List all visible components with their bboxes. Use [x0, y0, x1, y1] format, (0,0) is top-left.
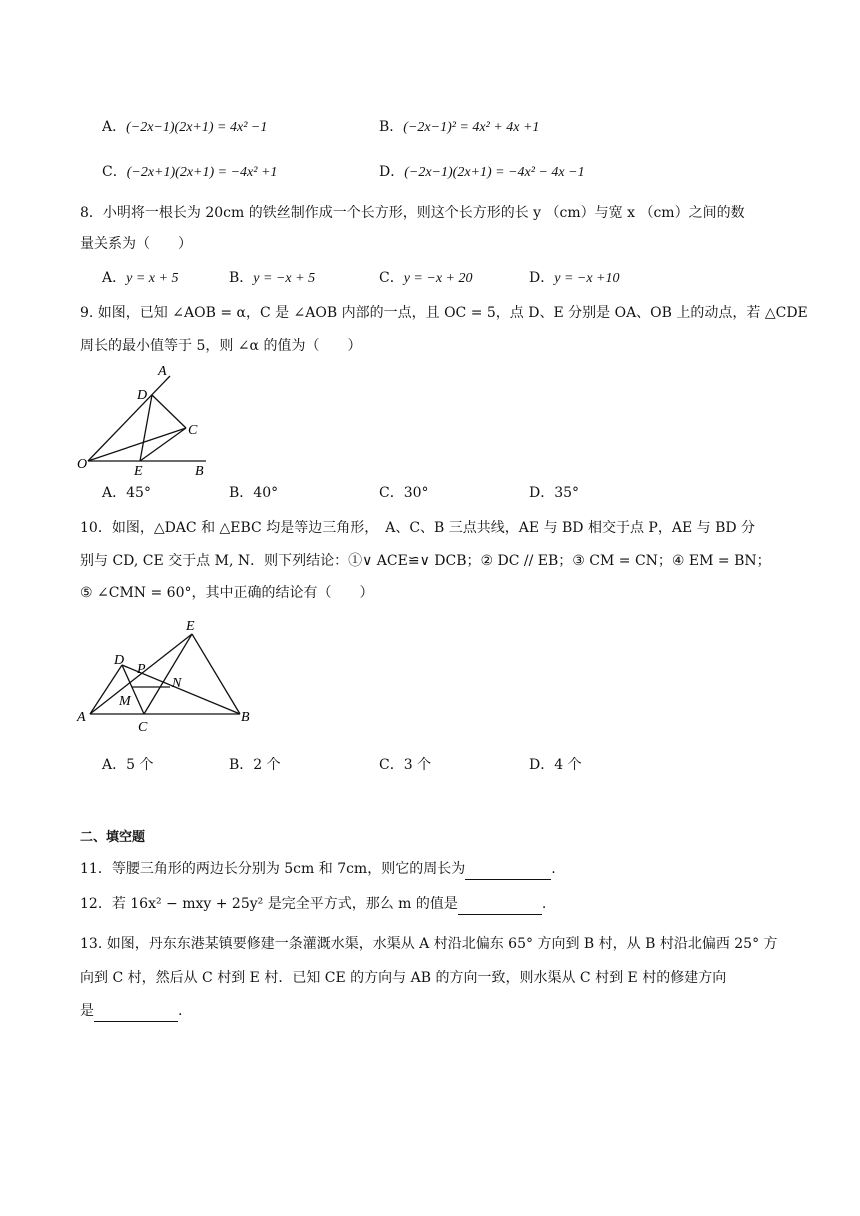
option-label: C．: [102, 164, 127, 180]
q12-text: 12．若 16x² − mxy + 25y² 是完全平方式，那么 m 的值是: [80, 896, 458, 912]
q12-answer-blank[interactable]: [458, 894, 542, 915]
option-expr: 2 个: [253, 757, 281, 773]
option-expr: 45°: [126, 485, 151, 501]
segment-dc: [152, 395, 186, 428]
section-title: 二、填空题: [80, 830, 146, 845]
option-label: D．: [379, 164, 405, 180]
q9-figure: [74, 362, 214, 477]
option-expr: (−2x−1)(2x+1) = 4x² −1: [126, 120, 268, 135]
q13-line-2: 向到 C 村，然后从 C 村到 E 村．已知 CE 的方向与 AB 的方向一致，则水渠从 C 村到 E 村的修建方向: [80, 970, 727, 986]
option-label: A．: [102, 119, 127, 135]
option-expr: 40°: [253, 485, 279, 501]
q10-figure: [74, 618, 260, 738]
label-o: O: [77, 457, 88, 472]
q7-option-a: [102, 117, 267, 138]
option-label: B．: [229, 757, 254, 773]
label-c: C: [188, 423, 198, 438]
option-expr: (−2x−1)(2x+1) = −4x² − 4x −1: [404, 165, 585, 180]
label-e: E: [186, 619, 195, 634]
q8-option-d: [529, 268, 620, 289]
segment-ce: [144, 634, 192, 714]
q9-option-c: [379, 483, 429, 503]
q11-end: .: [551, 861, 556, 877]
q7-option-c: [102, 162, 277, 183]
q13-text: 是: [80, 1003, 94, 1019]
q11: [80, 859, 556, 880]
option-label: D．: [529, 757, 555, 773]
segment-eb: [192, 634, 240, 714]
segment-oc: [88, 428, 186, 461]
option-expr: 35°: [554, 485, 580, 501]
option-expr: y = −x + 5: [253, 271, 316, 286]
q11-answer-blank[interactable]: [465, 859, 551, 880]
label-d: D: [114, 653, 125, 668]
option-expr: (−2x−1)² = 4x² + 4x +1: [403, 120, 540, 135]
q10-line-3: ⑤ ∠CMN = 60°，其中正确的结论有（ ）: [80, 585, 374, 601]
q13-line-3: [80, 1001, 182, 1022]
option-expr: 30°: [403, 485, 429, 501]
q10-option-b: [229, 755, 281, 775]
option-label: C．: [379, 270, 404, 286]
q13-end: .: [178, 1003, 183, 1019]
label-n: N: [172, 676, 182, 691]
q10-option-d: [529, 755, 582, 775]
label-c: C: [138, 720, 148, 735]
option-label: A．: [102, 485, 127, 501]
option-label: A．: [102, 757, 127, 773]
option-label: D．: [529, 485, 555, 501]
q8-line-1: 8．小明将一根长为 20cm 的铁丝制作成一个长方形，则这个长方形的长 y （cm）与宽 x （cm）之间的数: [80, 205, 745, 221]
q7-option-d: [379, 162, 585, 183]
option-expr: 5 个: [126, 757, 154, 773]
option-label: C．: [379, 757, 404, 773]
option-expr: y = −x +10: [554, 271, 620, 286]
q9-line-2: 周长的最小值等于 5，则 ∠α 的值为（ ）: [80, 338, 362, 354]
q8-option-a: [102, 268, 178, 289]
q9-option-a: [102, 483, 151, 503]
label-e: E: [134, 464, 143, 477]
q10-option-c: [379, 755, 431, 775]
segment-ec: [140, 428, 186, 461]
option-label: A．: [102, 270, 127, 286]
option-label: B．: [229, 270, 254, 286]
q9-option-b: [229, 483, 278, 503]
option-expr: (−2x+1)(2x+1) = −4x² +1: [126, 165, 278, 180]
label-m: M: [119, 694, 131, 709]
label-a: A: [158, 364, 167, 379]
option-expr: y = −x + 20: [403, 271, 473, 286]
q7-option-b: [379, 117, 539, 138]
option-expr: 3 个: [403, 757, 432, 773]
label-p: P: [137, 662, 146, 677]
q8-line-2: 量关系为（ ）: [80, 236, 192, 252]
option-label: B．: [229, 485, 254, 501]
label-d: D: [137, 388, 148, 403]
q10-line-2: 别与 CD, CE 交于点 M, N．则下列结论：①∨ ACE≌∨ DCB；② DC // EB；③ CM = CN；④ EM = BN；: [80, 553, 771, 569]
label-a: A: [77, 710, 86, 725]
label-b: B: [195, 464, 204, 477]
option-expr: y = x + 5: [126, 271, 179, 286]
q10-option-a: [102, 755, 153, 775]
q10-line-1: 10．如图，△DAC 和 △EBC 均是等边三角形， A、C、B 三点共线，AE 与 BD 相交于点 P，AE 与 BD 分: [80, 520, 756, 536]
q13-answer-blank[interactable]: [94, 1001, 178, 1022]
q13-line-1: 13. 如图，丹东东港某镇要修建一条灌溉水渠，水渠从 A 村沿北偏东 65° 方向到 B 村，从 B 村沿北偏西 25° 方: [80, 936, 778, 952]
q12: [80, 894, 546, 915]
q11-text: 11．等腰三角形的两边长分别为 5cm 和 7cm，则它的周长为: [80, 861, 466, 877]
q9-option-d: [529, 483, 579, 503]
segment-ad: [90, 665, 122, 714]
q8-option-c: [379, 268, 473, 289]
option-label: D．: [529, 270, 555, 286]
option-label: C．: [379, 485, 404, 501]
q9-line-1: 9. 如图，已知 ∠AOB = α，C 是 ∠AOB 内部的一点，且 OC = 5，点 D、E 分别是 OA、OB 上的动点，若 △CDE: [80, 305, 808, 321]
q12-end: .: [541, 896, 547, 912]
label-b: B: [241, 710, 250, 725]
q8-option-b: [229, 268, 315, 289]
option-label: B．: [379, 119, 404, 135]
option-expr: 4 个: [554, 757, 582, 773]
